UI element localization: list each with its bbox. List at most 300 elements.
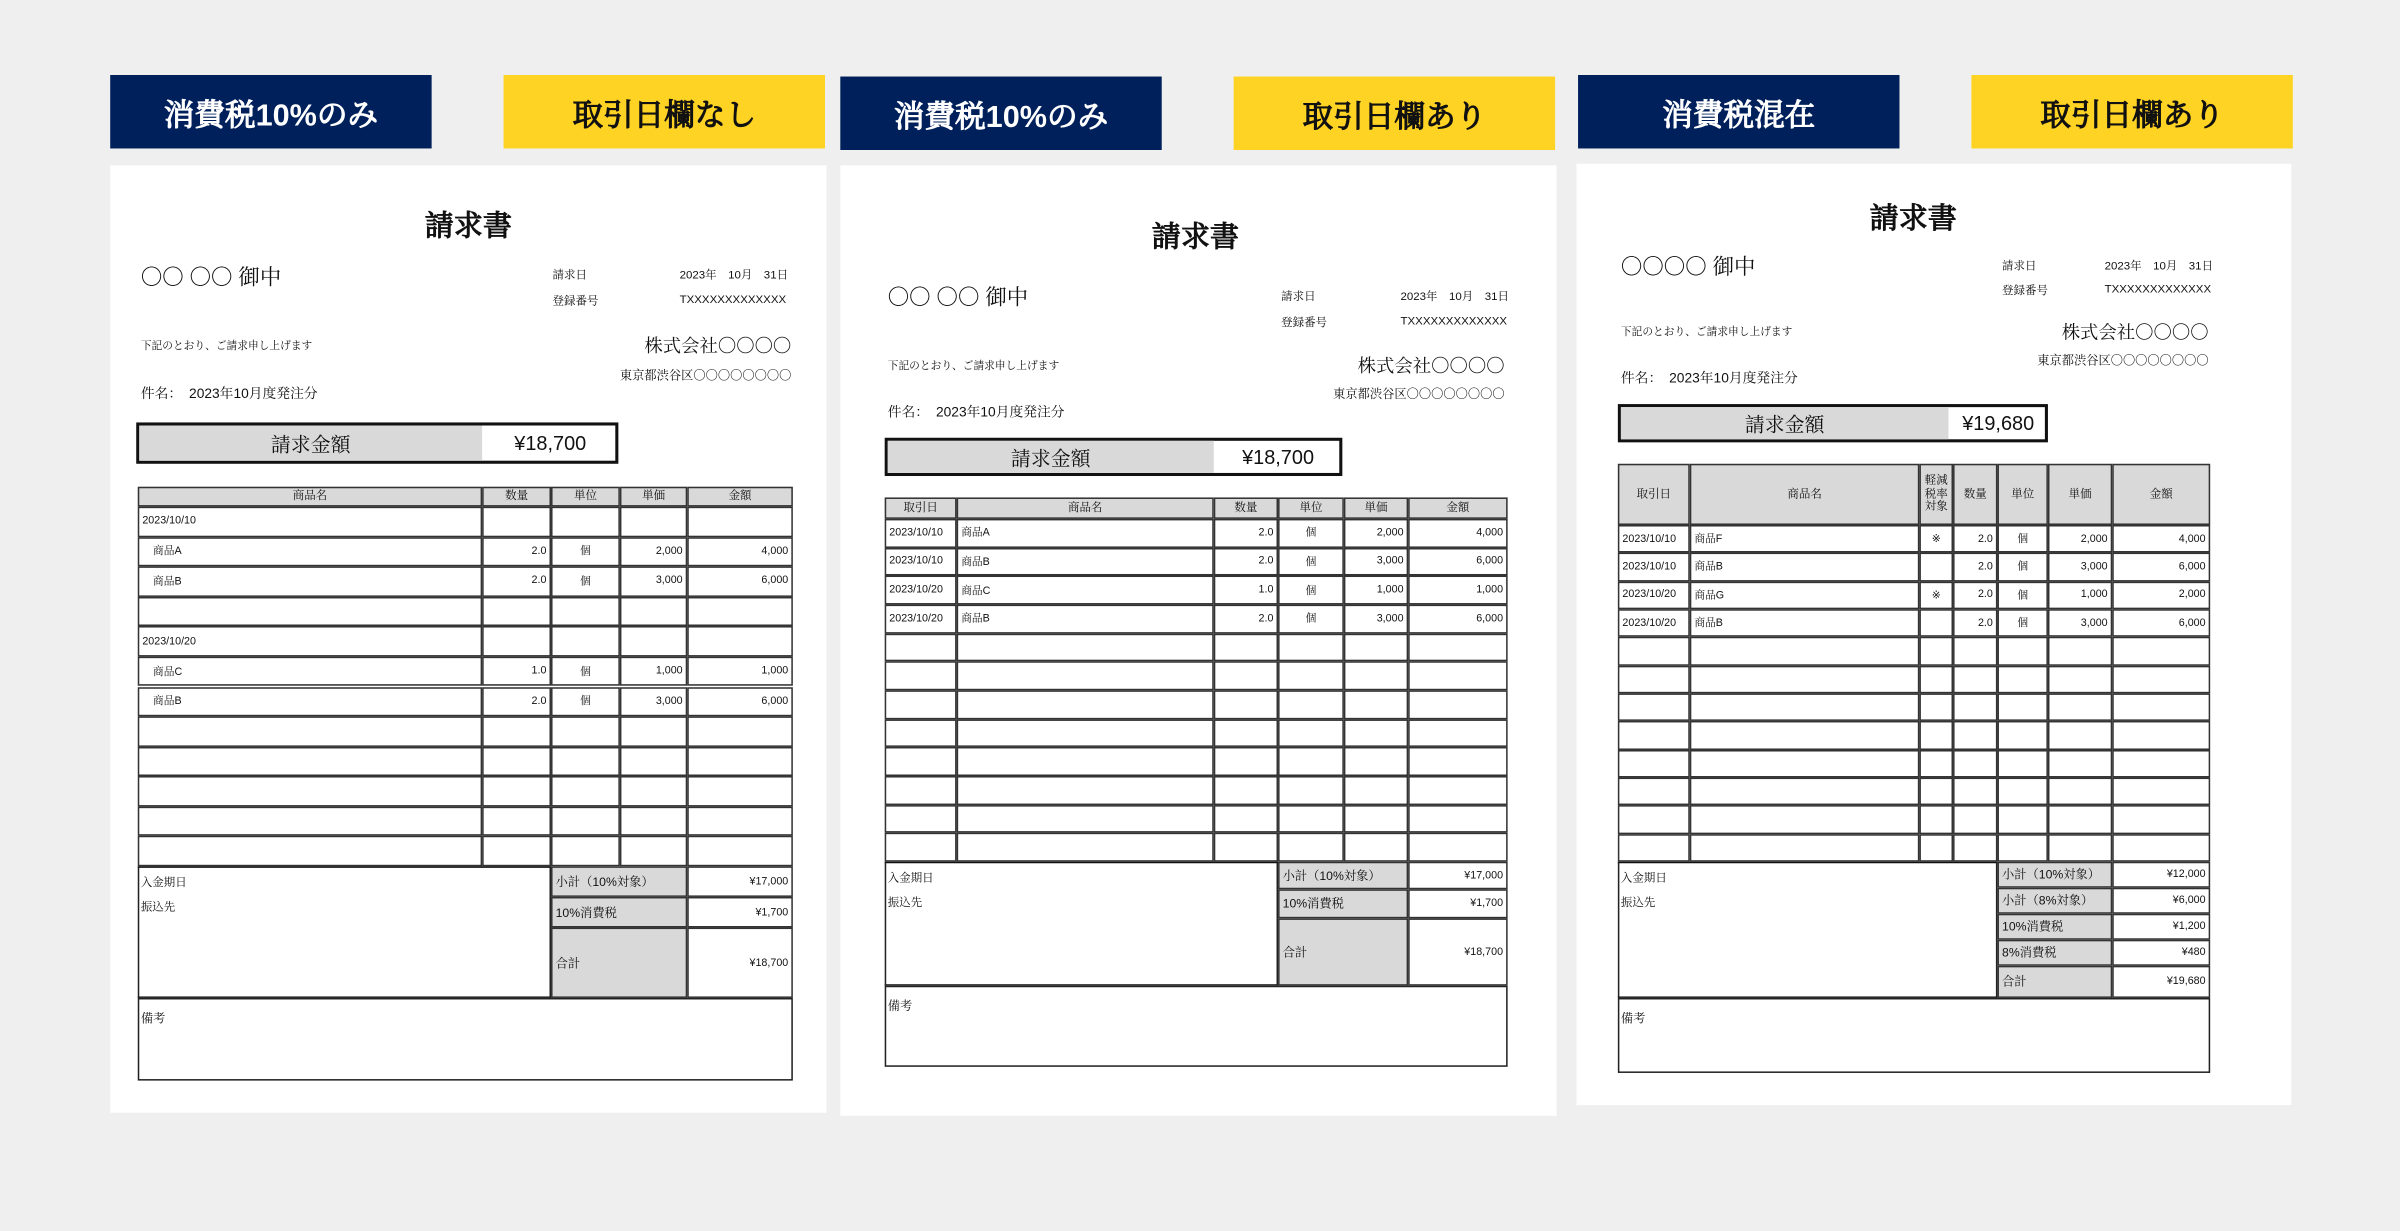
table-cell [1953,806,1997,834]
tax-type-label: 消費税10%のみ [110,75,431,148]
table-cell [1997,665,2048,693]
table-cell [620,746,687,776]
table-cell: 商品B [1690,609,1920,637]
table-cell [1690,637,1920,665]
table-cell: 2.0 [482,567,551,597]
issuer-address: 東京都渋谷区〇〇〇〇〇〇〇〇 [2037,353,2209,368]
table-cell: 商品B [138,686,482,716]
table-cell [620,627,687,657]
table-header-cell: 単位 [1997,464,2048,525]
summary-value: ¥19,680 [2112,966,2210,998]
summary-label: 10%消費税 [1278,889,1408,918]
table-cell: 個 [1278,605,1344,634]
table-cell: 2.0 [1214,519,1278,548]
table-header-cell: 数量 [1953,464,1997,525]
table-cell [957,719,1214,748]
table-cell: 2023/10/20 [885,605,957,634]
table-header-cell: 軽減税率対象 [1919,464,1953,525]
invoice-total-label: 請求金額 [1621,407,1949,439]
table-cell [482,776,551,806]
table-header-cell: 数量 [482,487,551,507]
table-cell [1919,609,1953,637]
table-cell [2048,721,2112,749]
table-cell [687,597,793,627]
table-cell [2112,665,2210,693]
table-cell [687,746,793,776]
issuer-address: 東京都渋谷区〇〇〇〇〇〇〇〇 [619,368,792,383]
table-cell [1997,693,2048,721]
table-cell [620,507,687,537]
table-cell [1919,553,1953,581]
table-cell: 2.0 [482,537,551,567]
table-cell [482,836,551,866]
remarks-label: 備考 [887,999,913,1014]
table-cell [1919,834,1953,862]
summary-value: ¥1,700 [687,897,793,928]
table-header-cell: 商品名 [1690,464,1920,525]
table-cell [2048,806,2112,834]
table-cell [1344,633,1408,662]
table-header-cell: 商品名 [957,497,1214,518]
subject: 件名： 2023年10月度発注分 [140,385,318,402]
table-cell [2048,778,2112,806]
table-cell [620,776,687,806]
invoice-title: 請求書 [1869,203,1957,236]
table-cell: 個 [551,567,620,597]
payment-due-label: 入金期日 [1620,870,1667,885]
registration-number: TXXXXXXXXXXXXX [679,292,787,307]
table-cell [957,690,1214,719]
table-cell: 商品C [138,656,482,686]
table-cell: 1,000 [620,656,687,686]
recipient: 〇〇 〇〇 御中 [887,284,1029,310]
table-cell: 2023/10/20 [138,627,482,657]
table-cell: 1,000 [1344,576,1408,605]
payment-info-box [885,862,1278,986]
table-cell: 2,000 [620,537,687,567]
table-cell [957,633,1214,662]
date-column-label: 取引日欄なし [504,75,825,148]
table-cell: 2023/10/10 [885,547,957,576]
payment-due-label: 入金期日 [887,870,934,885]
table-cell [1919,721,1953,749]
table-cell: 1,000 [1408,576,1507,605]
table-header-cell: 単価 [1344,497,1408,518]
table-cell: 4,000 [1408,519,1507,548]
table-cell: 2.0 [1953,581,1997,609]
table-cell [482,627,551,657]
table-cell [1953,721,1997,749]
summary-value: ¥18,700 [1408,918,1507,985]
table-cell: ※ [1919,525,1953,553]
remarks-label: 備考 [1620,1011,1646,1026]
table-cell [1618,749,1690,777]
table-cell [482,716,551,746]
table-header-cell: 単価 [620,487,687,507]
table-cell [1278,690,1344,719]
payment-due-label: 入金期日 [140,875,187,890]
table-cell [1618,665,1690,693]
table-cell: 商品F [1690,525,1920,553]
table-cell: 4,000 [687,537,793,567]
bank-account-label: 振込先 [140,899,176,914]
table-cell [620,716,687,746]
summary-value: ¥1,200 [2112,914,2210,940]
table-cell [1278,633,1344,662]
table-cell [1618,693,1690,721]
table-cell [1214,662,1278,691]
date-column-label: 取引日欄あり [1971,75,2292,148]
table-cell: 個 [1997,609,2048,637]
table-cell [551,806,620,836]
table-cell [1953,778,1997,806]
table-cell [1690,806,1920,834]
table-cell: 個 [551,686,620,716]
invoice-total-label: 請求金額 [888,441,1214,473]
table-header-cell: 商品名 [138,487,482,507]
table-cell: 6,000 [1408,547,1507,576]
bank-account-label: 振込先 [887,895,923,910]
issuer-company: 株式会社〇〇〇〇 [644,335,792,357]
date-column-label: 取引日欄あり [1234,77,1555,150]
table-cell [885,833,957,862]
registration-number: TXXXXXXXXXXXXX [2104,281,2212,296]
table-cell [1997,778,2048,806]
table-cell [1997,749,2048,777]
table-cell [138,746,482,776]
table-cell [1690,778,1920,806]
remarks-label: 備考 [140,1011,166,1026]
tax-type-label: 消費税10%のみ [840,77,1161,150]
table-cell [482,597,551,627]
subject: 件名： 2023年10月度発注分 [887,404,1065,420]
table-cell: 2.0 [1953,609,1997,637]
recipient: 〇〇 〇〇 御中 [140,264,282,290]
remarks-box [885,986,1508,1067]
table-cell [1344,719,1408,748]
table-cell [1408,747,1507,776]
table-cell: 個 [1278,547,1344,576]
table-cell [1214,747,1278,776]
table-cell: 2023/10/20 [1618,609,1690,637]
table-cell [1214,776,1278,805]
greeting-note: 下記のとおり、ご請求申し上げます [1620,327,1793,339]
table-cell [1919,637,1953,665]
table-cell [2048,834,2112,862]
invoice-total-amount: ¥18,700 [514,431,587,455]
table-cell: 2023/10/10 [1618,553,1690,581]
table-cell [551,746,620,776]
table-cell [138,806,482,836]
table-header-cell: 取引日 [885,497,957,518]
table-cell: 商品B [957,547,1214,576]
issuer-address: 東京都渋谷区〇〇〇〇〇〇〇〇 [1333,387,1505,402]
table-cell [1344,833,1408,862]
table-cell: 3,000 [1344,605,1408,634]
table-cell [2112,806,2210,834]
table-cell [551,597,620,627]
summary-label: 小計（8%対象） [1997,888,2112,914]
summary-label: 合計 [551,928,687,998]
invoice-date-label: 請求日 [552,267,587,282]
invoice-date-label: 請求日 [1281,289,1316,304]
table-cell [2112,834,2210,862]
table-cell: 3,000 [2048,609,2112,637]
table-cell [138,597,482,627]
table-cell [1919,749,1953,777]
table-cell [138,776,482,806]
table-cell: 商品G [1690,581,1920,609]
table-cell [1953,693,1997,721]
table-cell [1690,721,1920,749]
table-cell [687,776,793,806]
table-cell [1214,719,1278,748]
summary-value: ¥6,000 [2112,888,2210,914]
remarks-box [1618,998,2210,1073]
table-cell [957,776,1214,805]
table-cell: 1,000 [687,656,793,686]
table-cell [1919,778,1953,806]
summary-label: 小計（10%対象） [1278,862,1408,890]
table-cell [1690,693,1920,721]
table-cell [620,806,687,836]
table-cell [1278,719,1344,748]
table-cell: 1,000 [2048,581,2112,609]
registration-number: TXXXXXXXXXXXXX [1400,313,1508,328]
table-cell [1997,637,2048,665]
table-cell [1214,833,1278,862]
table-header-cell: 取引日 [1618,464,1690,525]
remarks-box [138,998,793,1081]
table-cell [957,747,1214,776]
table-cell [1278,747,1344,776]
registration-label: 登録番号 [552,293,599,308]
table-cell [687,507,793,537]
table-cell [1919,806,1953,834]
table-cell: 2023/10/20 [885,576,957,605]
table-cell: 1.0 [1214,576,1278,605]
table-cell [1690,834,1920,862]
bank-account-label: 振込先 [1620,895,1656,910]
table-cell [957,662,1214,691]
table-cell: 個 [1997,525,2048,553]
table-cell: 3,000 [2048,553,2112,581]
table-cell [1344,747,1408,776]
summary-label: 8%消費税 [1997,940,2112,966]
table-cell [1618,721,1690,749]
table-cell [551,507,620,537]
table-cell: 2,000 [2048,525,2112,553]
table-cell: 1.0 [482,656,551,686]
table-cell: 個 [1997,581,2048,609]
table-cell [885,633,957,662]
summary-label: 合計 [1997,966,2112,998]
table-cell: 6,000 [687,686,793,716]
table-cell [1344,662,1408,691]
table-cell: 個 [1997,553,2048,581]
table-cell [1408,776,1507,805]
table-cell [1919,665,1953,693]
table-cell: 2023/10/20 [1618,581,1690,609]
table-cell: 商品C [957,576,1214,605]
table-cell [1997,834,2048,862]
table-cell [2112,749,2210,777]
table-cell [551,716,620,746]
table-cell: 個 [551,537,620,567]
table-cell [482,746,551,776]
table-cell: 個 [1278,576,1344,605]
table-cell [1919,693,1953,721]
table-cell: 3,000 [620,686,687,716]
table-cell [1618,637,1690,665]
table-cell [138,836,482,866]
table-cell [885,747,957,776]
summary-label: 10%消費税 [1997,914,2112,940]
summary-label: 10%消費税 [551,897,687,928]
table-cell [1408,633,1507,662]
invoice-title: 請求書 [424,211,512,244]
table-cell [687,627,793,657]
table-cell [1278,833,1344,862]
table-cell [1214,690,1278,719]
table-cell [1953,834,1997,862]
table-cell: 商品A [957,519,1214,548]
invoice-date-label: 請求日 [2002,258,2037,273]
table-header-cell: 単価 [2048,464,2112,525]
table-cell: 6,000 [1408,605,1507,634]
table-cell [2048,693,2112,721]
table-cell [2112,721,2210,749]
table-cell: 商品B [957,605,1214,634]
table-cell: 個 [551,656,620,686]
payment-info-box [1618,862,1998,998]
table-cell [1953,749,1997,777]
table-cell: 4,000 [2112,525,2210,553]
table-cell [620,597,687,627]
table-cell [885,662,957,691]
table-cell: 2.0 [482,686,551,716]
table-cell: 2.0 [1214,547,1278,576]
table-cell: 商品A [138,537,482,567]
invoice-total-amount: ¥19,680 [1962,411,2035,435]
recipient: 〇〇〇〇 御中 [1620,254,1756,279]
table-cell [1408,833,1507,862]
table-cell: 3,000 [620,567,687,597]
invoice-date: 2023年 10月 31日 [2104,258,2214,273]
issuer-company: 株式会社〇〇〇〇 [1357,355,1505,377]
table-cell [2112,693,2210,721]
table-cell [1690,665,1920,693]
table-cell [551,627,620,657]
greeting-note: 下記のとおり、ご請求申し上げます [887,361,1060,372]
table-cell [1278,662,1344,691]
table-cell [1997,806,2048,834]
table-cell [482,507,551,537]
table-cell [1344,690,1408,719]
summary-value: ¥17,000 [1408,862,1507,890]
summary-value: ¥18,700 [687,928,793,998]
table-cell [2112,778,2210,806]
table-cell: 2023/10/10 [1618,525,1690,553]
table-cell [1690,749,1920,777]
table-header-cell: 数量 [1214,497,1278,518]
tax-type-label: 消費税混在 [1578,75,1899,148]
registration-label: 登録番号 [2002,283,2048,297]
table-cell [551,776,620,806]
table-cell: 2,000 [2112,581,2210,609]
table-cell [687,716,793,746]
table-cell [957,805,1214,834]
invoice-total-label: 請求金額 [139,426,482,461]
table-cell: 3,000 [1344,547,1408,576]
table-cell [1408,690,1507,719]
summary-value: ¥17,000 [687,866,793,897]
table-cell [1344,776,1408,805]
table-cell [138,716,482,746]
table-cell [885,690,957,719]
table-cell [1618,778,1690,806]
table-cell [687,806,793,836]
table-cell [2112,637,2210,665]
table-header-cell: 単位 [1278,497,1344,518]
table-cell: 商品B [1690,553,1920,581]
table-cell [2048,665,2112,693]
table-cell [1408,662,1507,691]
table-cell [1953,665,1997,693]
table-cell [1997,721,2048,749]
table-cell: 2023/10/10 [885,519,957,548]
table-cell [482,806,551,836]
summary-value: ¥1,700 [1408,889,1507,918]
table-header-cell: 金額 [1408,497,1507,518]
table-cell [551,836,620,866]
table-cell [885,776,957,805]
table-cell: 商品B [138,567,482,597]
table-header-cell: 単位 [551,487,620,507]
table-cell [2048,637,2112,665]
table-cell [1618,834,1690,862]
table-cell [1953,637,1997,665]
table-cell: 6,000 [2112,609,2210,637]
table-cell [2048,749,2112,777]
table-cell [1344,805,1408,834]
table-cell [1278,776,1344,805]
table-cell [1408,805,1507,834]
summary-label: 合計 [1278,918,1408,985]
summary-value: ¥12,000 [2112,862,2210,888]
issuer-company: 株式会社〇〇〇〇 [2061,321,2209,343]
invoice-date: 2023年 10月 31日 [679,267,789,282]
table-cell [1214,633,1278,662]
invoice-title: 請求書 [1151,221,1240,255]
table-cell: 6,000 [687,567,793,597]
summary-value: ¥480 [2112,940,2210,966]
table-header-cell: 金額 [687,487,793,507]
table-cell [1408,719,1507,748]
table-cell: 個 [1278,519,1344,548]
table-cell [687,836,793,866]
summary-label: 小計（10%対象） [551,866,687,897]
payment-info-box [138,866,551,998]
table-cell [620,836,687,866]
table-cell: 2.0 [1214,605,1278,634]
table-cell [1214,805,1278,834]
table-cell [957,833,1214,862]
table-cell: 2023/10/10 [138,507,482,537]
table-cell: 2,000 [1344,519,1408,548]
table-cell: 2.0 [1953,525,1997,553]
table-cell: ※ [1919,581,1953,609]
